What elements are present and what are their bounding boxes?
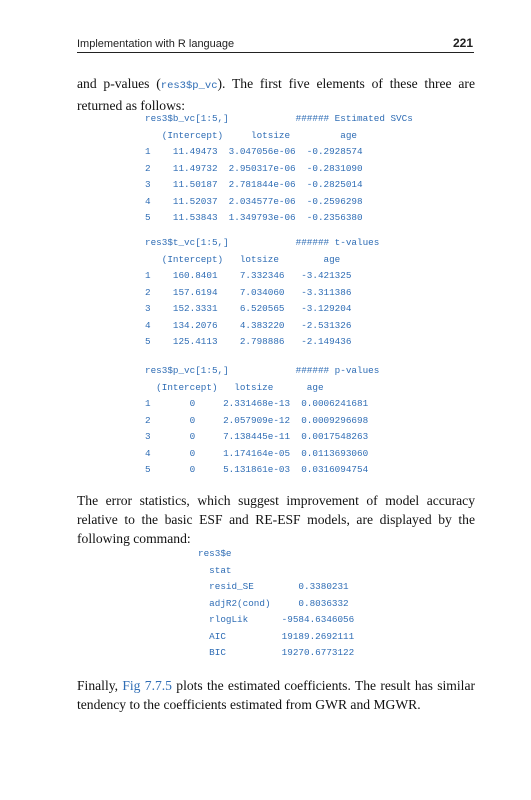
header-rule xyxy=(77,52,474,53)
code-line: 3 0 7.138445e-11 0.0017548263 xyxy=(145,431,369,442)
error-paragraph: The error statistics, which suggest improvement of model accuracy relative to the basic ESF and RE-ESF models, are displayed by the following command: xyxy=(77,493,475,546)
code-line: 5 0 5.131861e-03 0.0316094754 xyxy=(145,464,369,475)
intro-text-after: ). The first five elements of these three are returned as follows: xyxy=(77,76,475,113)
code-line: stat xyxy=(198,564,232,576)
code-block-b-vc xyxy=(145,111,413,227)
code-line: 3 152.3331 6.520565 -3.129204 xyxy=(145,303,352,314)
figure-reference-link[interactable]: Fig 7.7.5 xyxy=(122,678,172,693)
code-line: 1 0 2.331468e-13 0.0006241681 xyxy=(145,398,369,409)
code-line: BIC 19270.6773122 xyxy=(198,647,355,658)
code-line: 2 157.6194 7.034060 -3.311386 xyxy=(145,286,352,298)
page-number: 221 xyxy=(452,36,473,50)
final-paragraph xyxy=(77,676,475,714)
intro-paragraph xyxy=(77,74,475,115)
running-title: Implementation with R language xyxy=(77,38,235,50)
intro-code: res3$p_vc xyxy=(160,80,218,92)
code-line: adjR2(cond) 0.8036332 xyxy=(198,597,349,609)
code-line: res3$t_vc[1:5,] ###### t-values xyxy=(145,237,380,248)
code-line: 5 11.53843 1.349793e-06 -0.2356380 xyxy=(145,212,363,223)
final-text-before: Finally, xyxy=(77,678,123,693)
code-line: (Intercept) lotsize age xyxy=(145,381,324,393)
code-line: 4 0 1.174164e-05 0.0113693060 xyxy=(145,447,369,459)
code-line: 1 160.8401 7.332346 -3.421325 xyxy=(145,270,352,281)
code-line: (Intercept) lotsize age xyxy=(145,129,358,141)
code-line: res3$b_vc[1:5,] ###### Estimated SVCs xyxy=(145,113,413,124)
code-line: 4 134.2076 4.383220 -2.531326 xyxy=(145,319,352,331)
intro-text-before: and p-values ( xyxy=(77,76,161,91)
code-block-p-vc xyxy=(145,363,379,479)
code-line: res3$p_vc[1:5,] ###### p-values xyxy=(145,365,380,376)
code-line: 5 125.4113 2.798886 -2.149436 xyxy=(145,336,352,347)
code-line: 2 11.49732 2.950317e-06 -0.2831090 xyxy=(145,162,363,174)
code-line: 4 11.52037 2.034577e-06 -0.2596298 xyxy=(145,195,363,207)
code-block-t-vc xyxy=(145,235,379,351)
code-line: 1 11.49473 3.047056e-06 -0.2928574 xyxy=(145,146,363,157)
code-line: 2 0 2.057909e-12 0.0009296698 xyxy=(145,414,369,426)
code-line: AIC 19189.2692111 xyxy=(198,630,355,642)
code-line: 3 11.50187 2.781844e-06 -0.2825014 xyxy=(145,179,363,190)
code-line: rlogLik -9584.6346056 xyxy=(198,614,355,625)
final-text-after: plots the estimated coefficients. The result has similar tendency to the coefficients estimated from GWR and MGWR. xyxy=(77,678,475,712)
code-line: resid_SE 0.3380231 xyxy=(198,581,349,592)
code-block-errors xyxy=(198,546,354,662)
code-line: res3$e xyxy=(198,548,232,559)
code-line: (Intercept) lotsize age xyxy=(145,253,341,265)
